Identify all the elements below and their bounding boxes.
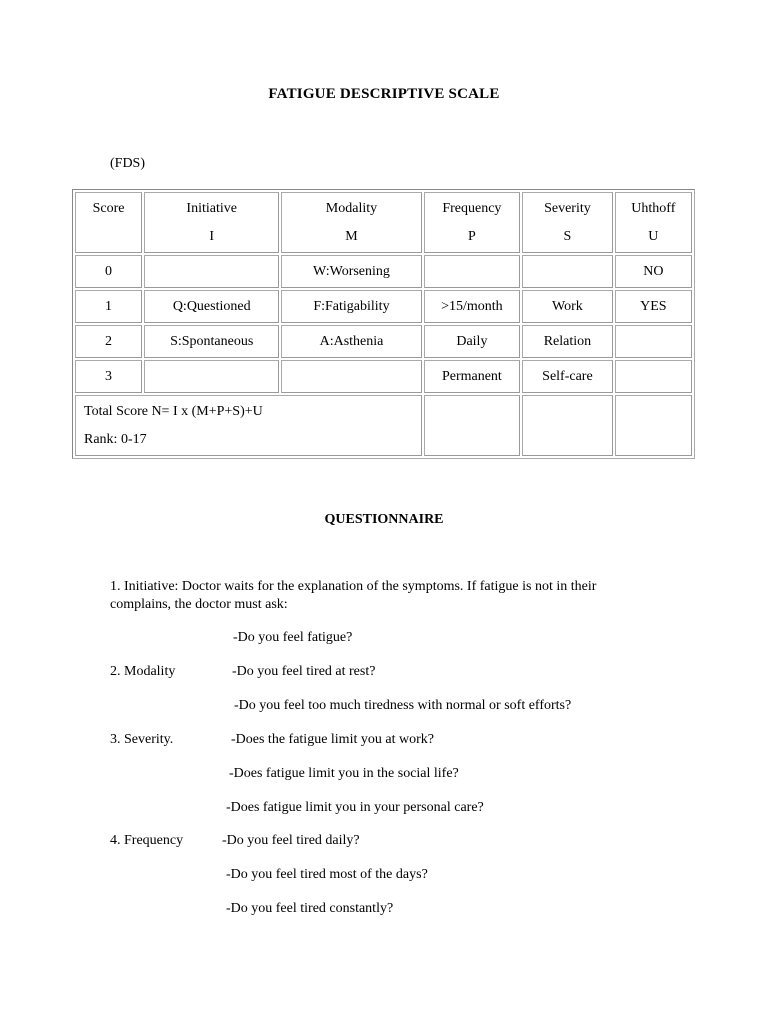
frequency-label: 4. Frequency — [110, 833, 184, 848]
table-cell: Relation — [522, 325, 612, 358]
table-row — [75, 325, 692, 358]
table-cell: 2 — [75, 325, 142, 358]
table-cell: 1 — [75, 290, 142, 323]
questionnaire-title: QUESTIONNAIRE — [324, 512, 444, 527]
table-cell — [424, 255, 521, 288]
table-header-row — [75, 192, 692, 253]
modality-label: 2. Modality — [110, 664, 176, 679]
table-cell: Daily — [424, 325, 521, 358]
table-cell: Work — [522, 290, 612, 323]
table-cell — [615, 325, 692, 358]
table-cell — [615, 395, 692, 456]
header-initiative: Initiative I — [144, 192, 279, 253]
question-limit-work: -Does the fatigue limit you at work? — [231, 732, 434, 747]
table-cell — [281, 360, 421, 393]
table-cell — [144, 360, 279, 393]
table-row — [75, 360, 692, 393]
header-frequency: Frequency P — [424, 192, 521, 253]
table-cell: Permanent — [424, 360, 521, 393]
table-total-row — [75, 395, 692, 456]
table-row — [75, 290, 692, 323]
table-cell — [144, 255, 279, 288]
header-modality: Modality M — [281, 192, 421, 253]
total-score-formula: Total Score N= I x (M+P+S)+U — [84, 403, 263, 419]
question-limit-social: -Does fatigue limit you in the social life? — [229, 766, 459, 781]
initiative-intro-line1: 1. Initiative: Doctor waits for the explanation of the symptoms. If fatigue is not in their — [110, 579, 597, 594]
table-cell: Q:Questioned — [144, 290, 279, 323]
question-tiredness-efforts: -Do you feel too much tiredness with normal or soft efforts? — [234, 698, 572, 713]
fds-table — [72, 189, 695, 459]
question-limit-personal-care: -Does fatigue limit you in your personal care? — [226, 800, 484, 815]
table-cell: 0 — [75, 255, 142, 288]
table-cell: 3 — [75, 360, 142, 393]
question-tired-at-rest: -Do you feel tired at rest? — [232, 664, 376, 679]
table-cell: >15/month — [424, 290, 521, 323]
rank-range: Rank: 0-17 — [84, 431, 147, 447]
table-cell — [424, 395, 521, 456]
document-title: FATIGUE DESCRIPTIVE SCALE — [268, 86, 500, 102]
table-cell — [615, 360, 692, 393]
table-cell: NO — [615, 255, 692, 288]
table-cell: YES — [615, 290, 692, 323]
question-fatigue: -Do you feel fatigue? — [233, 630, 353, 645]
document-subtitle: (FDS) — [110, 156, 146, 171]
question-tired-constantly: -Do you feel tired constantly? — [226, 901, 394, 916]
table-cell: Self-care — [522, 360, 612, 393]
table-cell: W:Worsening — [281, 255, 421, 288]
header-severity: Severity S — [522, 192, 612, 253]
question-tired-most-days: -Do you feel tired most of the days? — [226, 867, 428, 882]
table-row — [75, 255, 692, 288]
table-cell — [522, 255, 612, 288]
severity-label: 3. Severity. — [110, 732, 174, 747]
table-cell: F:Fatigability — [281, 290, 421, 323]
table-cell: A:Asthenia — [281, 325, 421, 358]
table-cell: S:Spontaneous — [144, 325, 279, 358]
initiative-intro-line2: complains, the doctor must ask: — [110, 597, 288, 612]
header-score: Score — [75, 192, 142, 253]
table-cell — [522, 395, 612, 456]
header-uhthoff: Uhthoff U — [615, 192, 692, 253]
question-tired-daily: -Do you feel tired daily? — [222, 833, 360, 848]
total-score-cell — [75, 395, 422, 456]
